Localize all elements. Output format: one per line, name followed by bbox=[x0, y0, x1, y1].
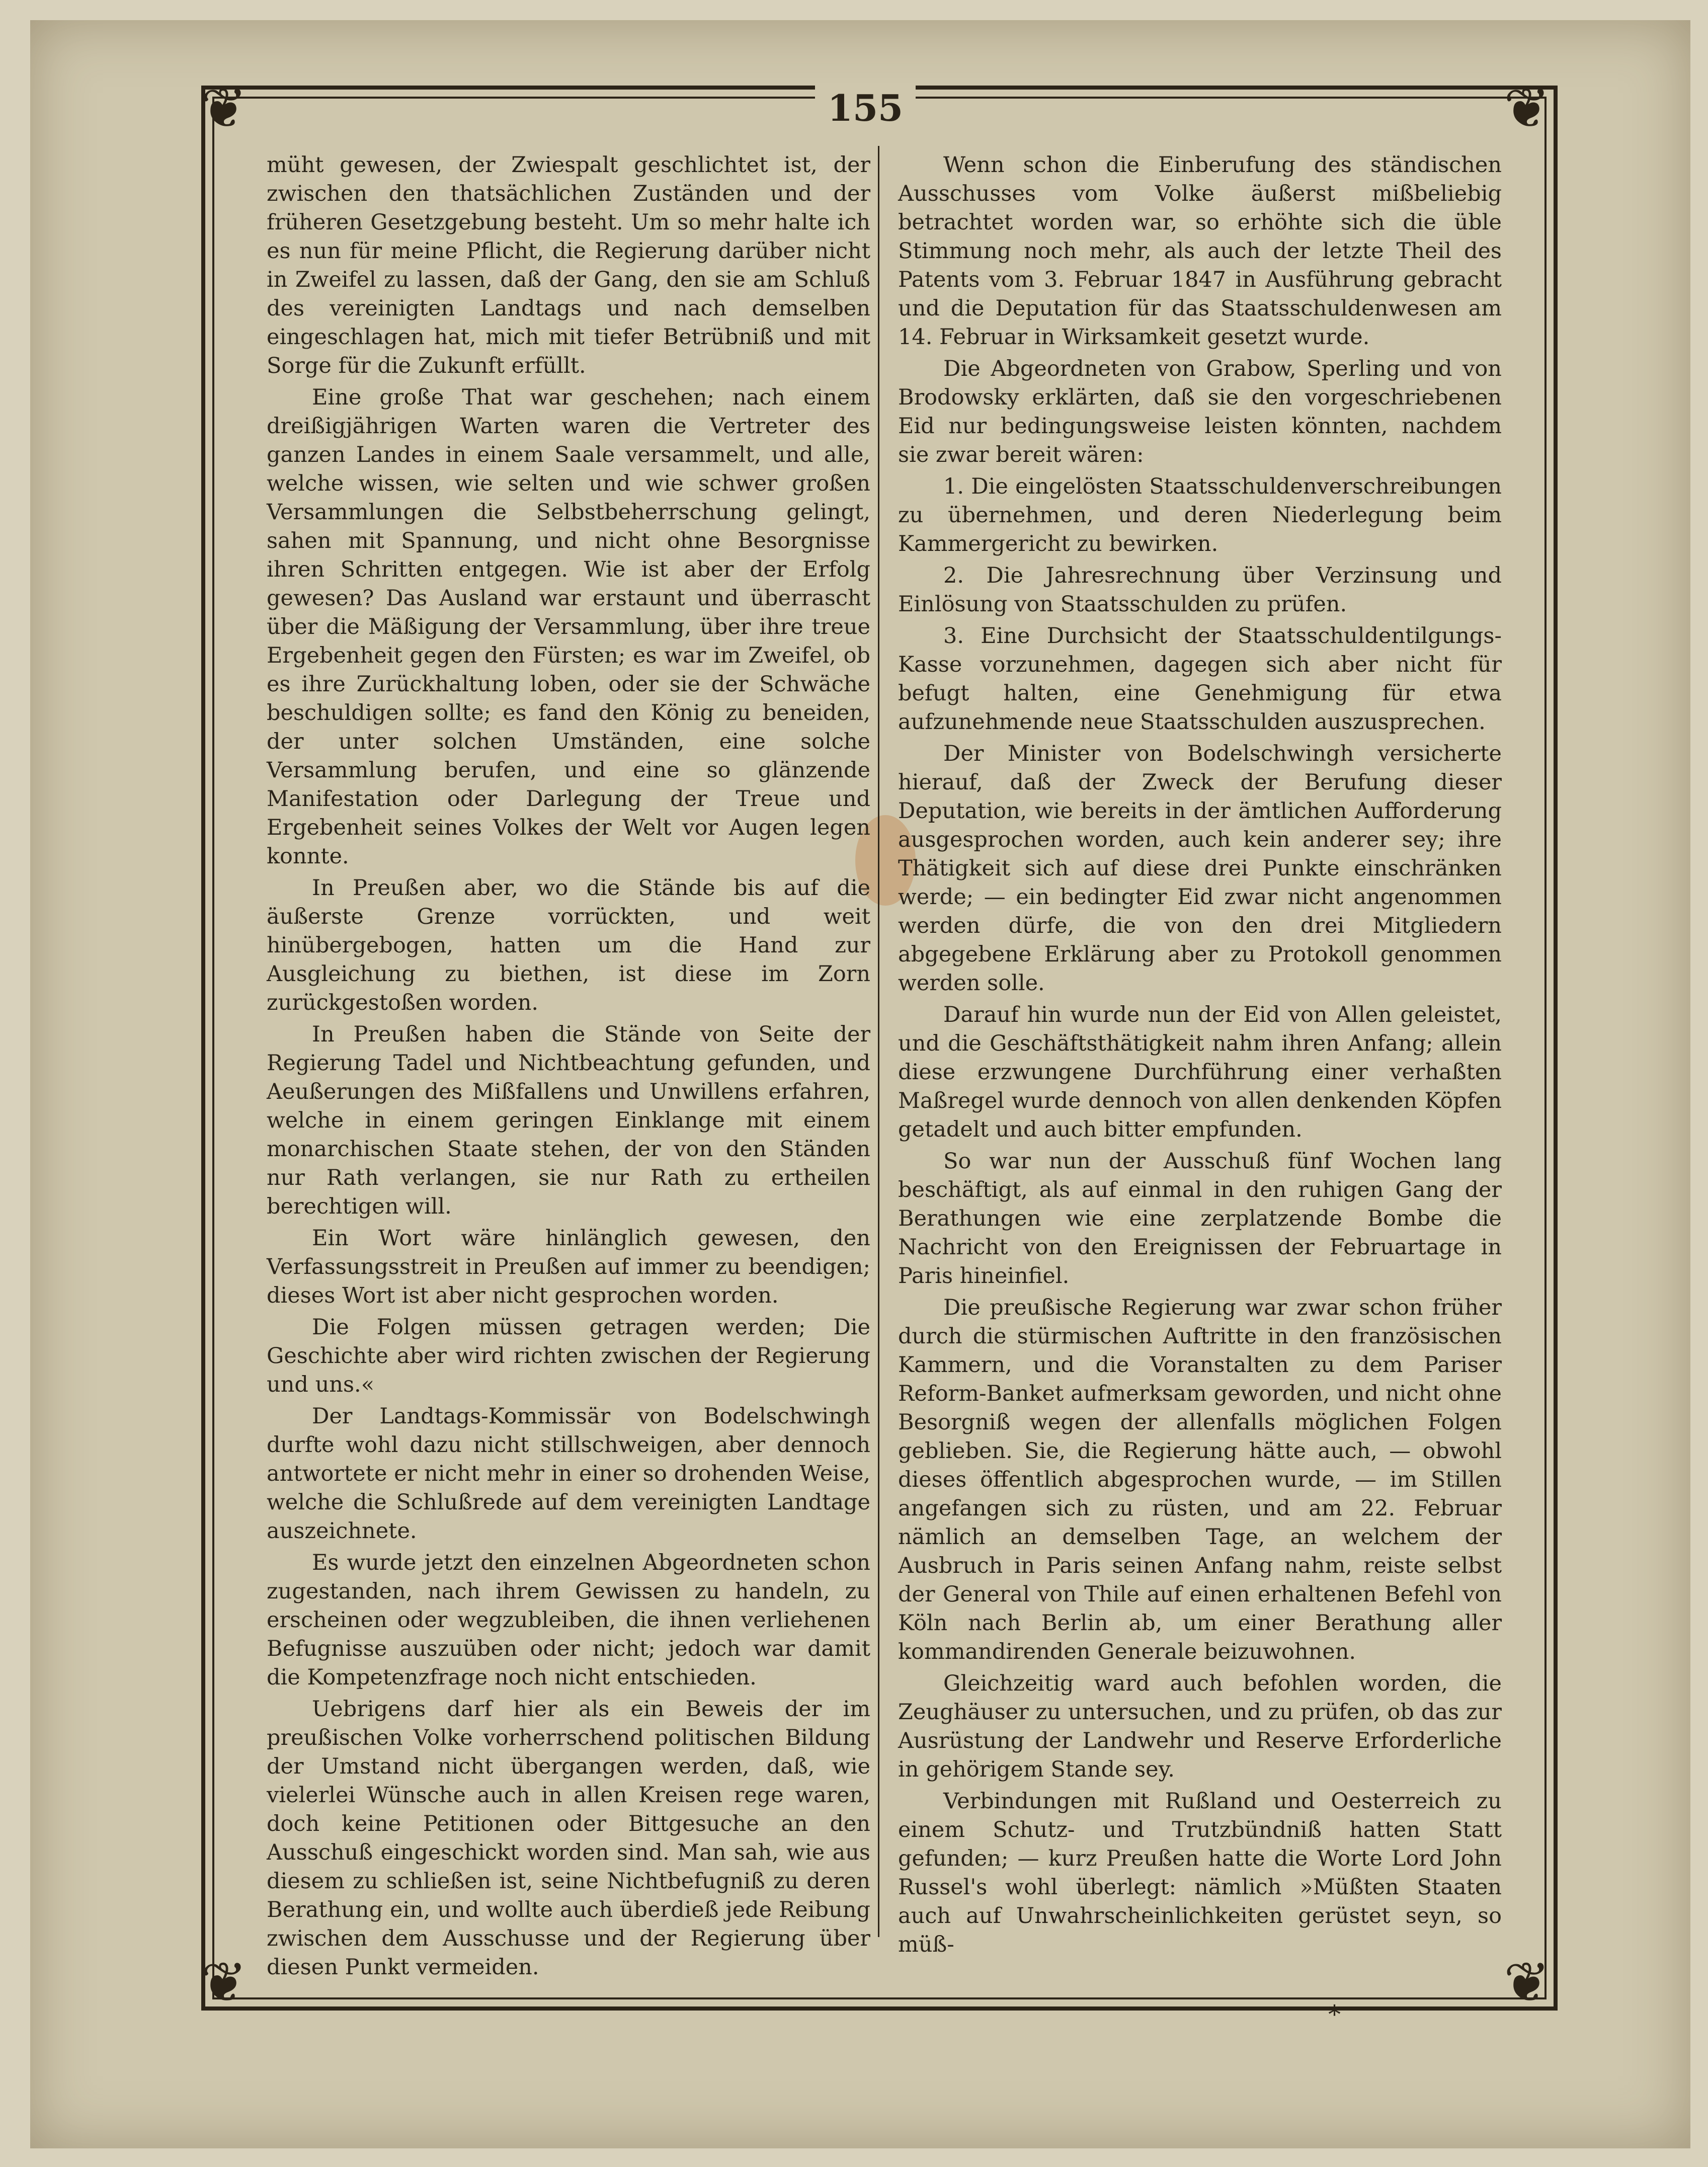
list-item: 2. Die Jahresrechnung über Verzinsung und Einlösung von Staatsschulden zu prüfen. bbox=[898, 563, 1502, 617]
footer-mark: * bbox=[1328, 2000, 1341, 2029]
paragraph: Wenn schon die Einberufung des ständischen Ausschusses vom Volke äußerst mißbeliebig betrachtet worden war, so erhöhte sich die üble Stimmung noch mehr, als auch der letzte Theil des Patents vom 3. Februar 1847 in Ausführung gebracht und die Deputation für das Staatsschuldenwesen am 14. Februar in Wirksamkeit gesetzt wurde. bbox=[898, 152, 1502, 350]
paragraph: In Preußen haben die Stände von Seite der Regierung Tadel und Nichtbeachtung gefunden, und Aeußerungen des Mißfallens und Unwillens erfahren, welche in einem geringen Einklange mit einem monarchischen Staate stehen, der von den Ständen nur Rath verlangen, sie nur Rath zu ertheilen berechtigen will. bbox=[267, 1022, 870, 1219]
corner-ornament-icon: ❦ bbox=[1503, 76, 1551, 140]
column-divider bbox=[878, 146, 879, 1937]
left-column bbox=[267, 151, 870, 1985]
paragraph: So war nun der Ausschuß fünf Wochen lang beschäftigt, als auf einmal in den ruhigen Gang der Berathungen wie eine zerplatzende Bombe die Nachricht von den Ereignissen der Februartage in Paris hineinfiel. bbox=[898, 1149, 1502, 1289]
paragraph: Verbindungen mit Rußland und Oesterreich zu einem Schutz- und Trutzbündniß hatten Statt gefunden; — kurz Preußen hatte die Worte Lord John Russel's wohl überlegt: nämlich »Müßten Staaten auch auf Unwahrscheinlichkeiten gerüstet seyn, so müß- bbox=[898, 1789, 1502, 1957]
corner-ornament-icon: ❦ bbox=[200, 1950, 248, 2015]
page-number: 155 bbox=[815, 83, 916, 133]
right-column bbox=[898, 151, 1502, 1962]
paragraph: Eine große That war geschehen; nach einem dreißigjährigen Warten waren die Vertreter des ganzen Landes in einem Saale versammelt, und alle, welche wissen, wie selten und wie schwer großen Versammlungen die Selbstbeherrschung gelingt, sahen mit Spannung, und nicht ohne Besorgnisse ihren Schritten entgegen. Wie ist aber der Erfolg gewesen? Das Ausland war erstaunt und überrascht über die Mäßigung der Versammlung, über ihre treue Ergebenheit gegen den Fürsten; es war im Zweifel, ob es ihre Zurückhaltung loben, oder sie der Schwäche beschuldigen sollte; es fand den König zu beneiden, der unter solchen Umständen, eine solche Versammlung berufen, und eine so glänzende Manifestation oder Darlegung der Treue und Ergebenheit seines Volkes der Welt vor Augen legen konnte. bbox=[267, 385, 870, 869]
paragraph: Es wurde jetzt den einzelnen Abgeordneten schon zugestanden, nach ihrem Gewissen zu handeln, zu erscheinen oder wegzubleiben, die ihnen verliehenen Befugnisse auszuüben oder nicht; jedoch war damit die Kompetenzfrage noch nicht entschieden. bbox=[267, 1550, 870, 1690]
corner-ornament-icon: ❦ bbox=[200, 76, 248, 140]
paragraph: Der Minister von Bodelschwingh versicherte hierauf, daß der Zweck der Berufung dieser Deputation, wie bereits in der ämtlichen Aufforderung ausgesprochen worden, auch kein anderer sey; ihre Thätigkeit sich auf diese drei Punkte einschränken werde; — ein bedingter Eid zwar nicht angenommen werden dürfe, die von den drei Mitgliedern abgegebene Erklärung aber zu Protokoll genommen werden solle. bbox=[898, 741, 1502, 996]
paragraph: Gleichzeitig ward auch befohlen worden, die Zeughäuser zu untersuchen, und zu prüfen, ob das zur Ausrüstung der Landwehr und Reserve Erforderliche in gehörigem Stande sey. bbox=[898, 1671, 1502, 1782]
paragraph: müht gewesen, der Zwiespalt geschlichtet ist, der zwischen den thatsächlichen Zuständen und der früheren Gesetzgebung besteht. Um so mehr halte ich es nun für meine Pflicht, die Regierung darüber nicht in Zweifel zu lassen, daß der Gang, den sie am Schluß des vereinigten Landtags und nach demselben eingeschlagen hat, mich mit tiefer Betrübniß und mit Sorge für die Zukunft erfüllt. bbox=[267, 152, 870, 378]
paragraph: Uebrigens darf hier als ein Beweis der im preußischen Volke vorherrschend politischen Bildung der Umstand nicht übergangen werden, daß, wie vielerlei Wünsche auch in allen Kreisen rege waren, doch keine Petitionen oder Bittgesuche an den Ausschuß eingeschickt worden sind. Man sah, wie aus diesem zu schließen ist, seine Nichtbefugniß zu deren Berathung ein, und wollte auch überdieß jede Reibung zwischen dem Ausschusse und der Regierung über diesen Punkt vermeiden. bbox=[267, 1697, 870, 1980]
paragraph: Die Abgeordneten von Grabow, Sperling und von Brodowsky erklärten, daß sie den vorgeschriebenen Eid nur bedingungsweise leisten könnten, nachdem sie zwar bereit wären: bbox=[898, 356, 1502, 467]
paragraph: Der Landtags-Kommissär von Bodelschwingh durfte wohl dazu nicht stillschweigen, aber dennoch antwortete er nicht mehr in einer so drohenden Weise, welche die Schlußrede auf dem vereinigten Landtage auszeichnete. bbox=[267, 1404, 870, 1544]
corner-ornament-icon: ❦ bbox=[1503, 1950, 1551, 2015]
paragraph: In Preußen aber, wo die Stände bis auf die äußerste Grenze vorrückten, und weit hinübergebogen, hatten um die Hand zur Ausgleichung zu biethen, ist diese im Zorn zurückgestoßen worden. bbox=[267, 875, 870, 1015]
paragraph: Die preußische Regierung war zwar schon früher durch die stürmischen Auftritte in den französischen Kammern, und die Voranstalten zu dem Pariser Reform-Banket aufmerksam geworden, und nicht ohne Besorgniß wegen der allenfalls möglichen Folgen geblieben. Sie, die Regierung hätte auch, — obwohl dieses öffentlich abgesprochen wurde, — im Stillen angefangen sich zu rüsten, und am 22. Februar nämlich an demselben Tage, an welchem der Ausbruch in Paris seinen Anfang nahm, reiste selbst der General von Thile auf einen erhaltenen Befehl von Köln nach Berlin ab, um einer Berathung aller kommandirenden Generale beizuwohnen. bbox=[898, 1295, 1502, 1664]
paragraph: Die Folgen müssen getragen werden; Die Geschichte aber wird richten zwischen der Regierung und uns.« bbox=[267, 1315, 870, 1397]
list-item: 3. Eine Durchsicht der Staatsschuldentilgungs-Kasse vorzunehmen, dagegen sich aber nicht für befugt halten, eine Genehmigung für etwa aufzunehmende neue Staatsschulden auszusprechen. bbox=[898, 623, 1502, 735]
paragraph: Darauf hin wurde nun der Eid von Allen geleistet, und die Geschäftsthätigkeit nahm ihren Anfang; allein diese erzwungene Durchführung einer verhaßten Maßregel wurde dennoch von allen denkenden Köpfen getadelt und auch bitter empfunden. bbox=[898, 1002, 1502, 1142]
list-item: 1. Die eingelösten Staatsschuldenverschreibungen zu übernehmen, und deren Niederlegung beim Kammergericht zu bewirken. bbox=[898, 474, 1502, 556]
paragraph: Ein Wort wäre hinlänglich gewesen, den Verfassungsstreit in Preußen auf immer zu beendigen; dieses Wort ist aber nicht gesprochen worden. bbox=[267, 1226, 870, 1308]
